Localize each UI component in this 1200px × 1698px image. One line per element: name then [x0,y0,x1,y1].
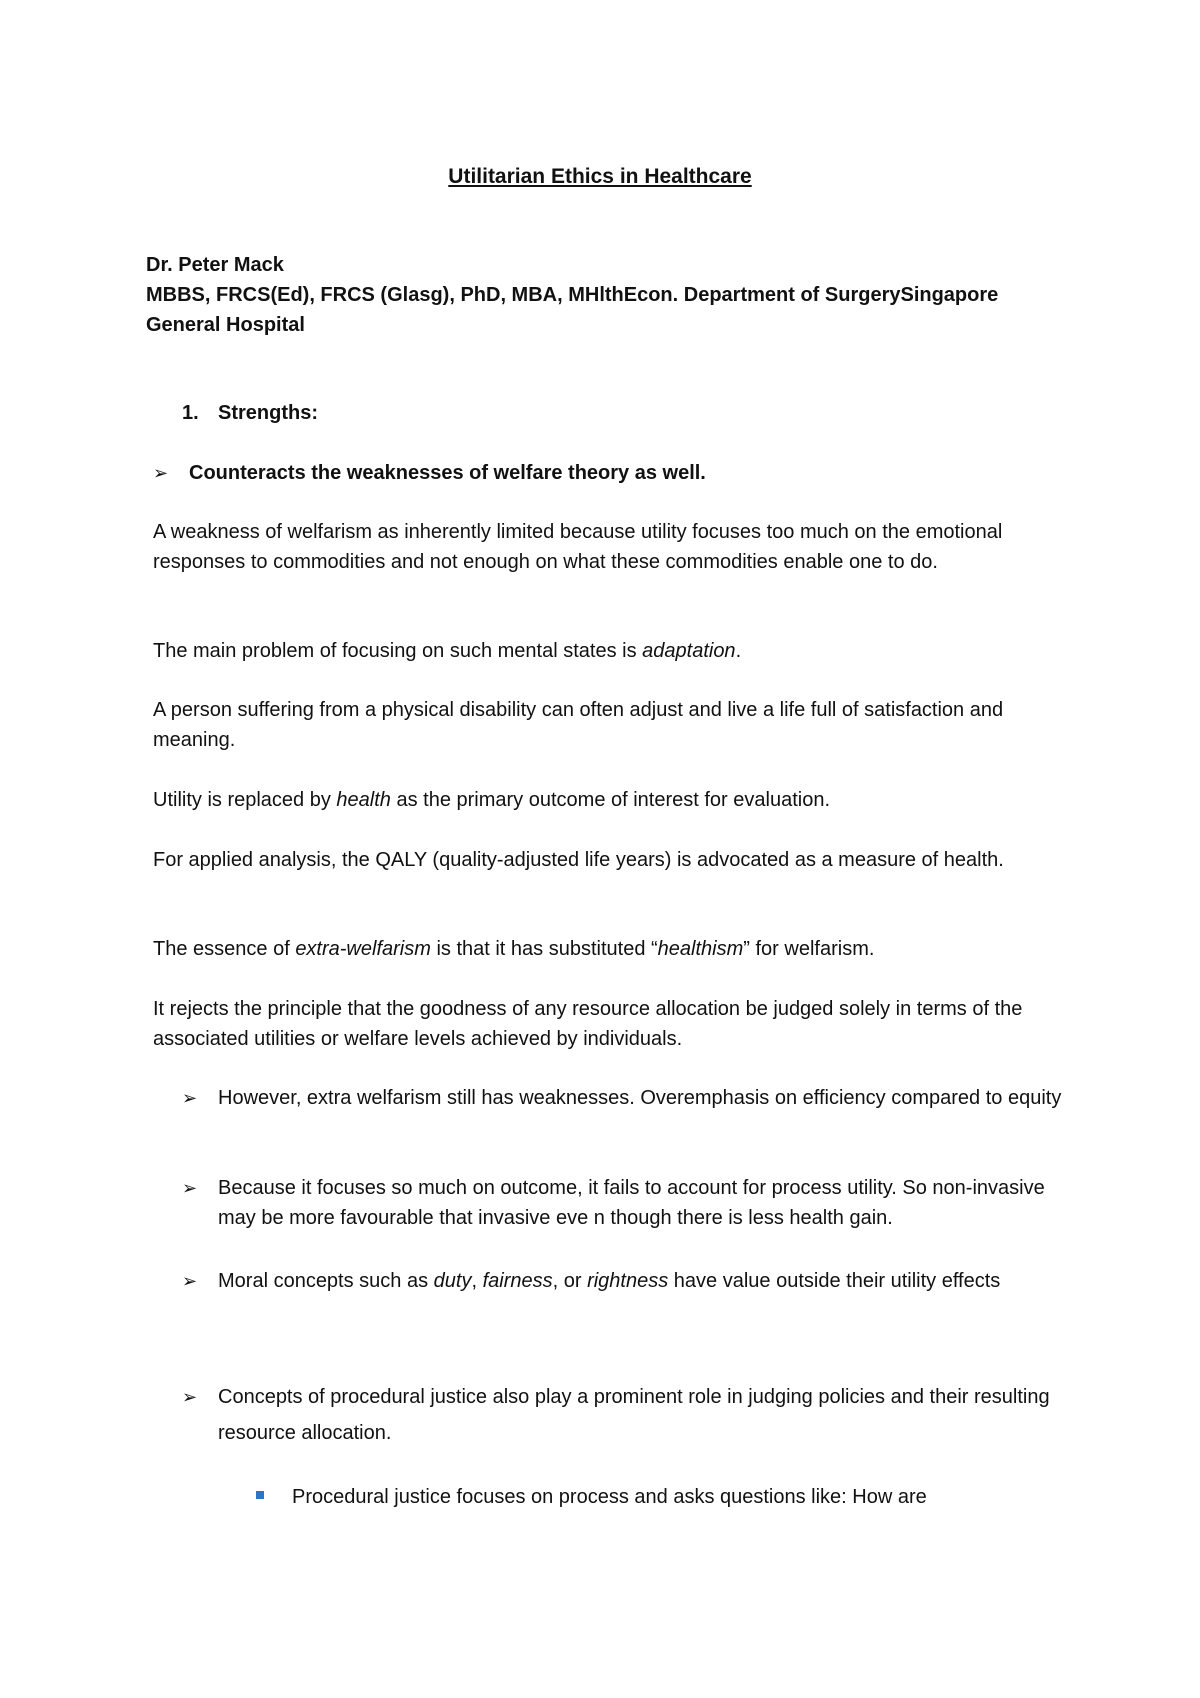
author-name: Dr. Peter Mack [146,254,284,276]
bullet-3-separator: , [471,1270,483,1292]
paragraph-6-emphasis-2: healthism [657,938,744,960]
bullet-3-emphasis-duty: duty [433,1270,472,1292]
document-title: Utilitarian Ethics in Healthcare [448,165,752,188]
paragraph-4 [153,785,1073,815]
bullet-4-text: Concepts of procedural justice also play a prominent role in judging policies and their resulting resource allocation. [218,1386,1050,1444]
author-credentials-line1: MBBS, FRCS(Ed), FRCS (Glasg), PhD, MBA, MHlthEcon. Department of SurgerySingapore [146,284,999,306]
bullet-2 [182,1173,1082,1233]
paragraph-6-middle: is that it has substituted “ [430,938,658,960]
lead-bullet [153,458,706,488]
arrow-bullet-icon: ➢ [182,1387,198,1407]
author-credentials-line2: General Hospital [146,314,305,336]
paragraph-6-emphasis-1: extra-welfarism [295,938,431,960]
bullet-3-emphasis-fairness: fairness [482,1270,553,1292]
paragraph-4-text: Utility is replaced by [153,789,337,811]
arrow-bullet-icon: ➢ [182,1178,198,1198]
paragraph-5: For applied analysis, the QALY (quality-adjusted life years) is advocated as a measure of health. [153,849,1004,871]
lead-bullet-text: Counteracts the weaknesses of welfare theory as well. [189,462,706,484]
bullet-1-text: However, extra welfarism still has weaknesses. Overemphasis on efficiency compared to equity [218,1087,1062,1109]
sub-bullet [256,1482,1056,1512]
bullet-3-separator: , or [552,1270,588,1292]
sub-bullet-text: Procedural justice focuses on process and asks questions like: How are [292,1486,927,1508]
author-block [146,250,1066,340]
section-label: Strengths: [218,402,318,424]
bullet-3-text [218,1263,1082,1299]
bullet-1 [182,1083,1082,1113]
paragraph-2 [153,636,1073,666]
bullet-3-part: Moral concepts such as [218,1270,434,1292]
section-number: 1. [182,402,199,424]
paragraph-4-emphasis: health [336,789,391,811]
paragraph-6 [153,934,1073,964]
bullet-2-text: Because it focuses so much on outcome, it fails to account for process utility. So non-invasive may be more favourable that invasive eve n though there is less health gain. [218,1177,1045,1229]
bullet-3-end: have value outside their utility effects [668,1270,1001,1292]
paragraph-3: A person suffering from a physical disability can often adjust and live a life full of satisfaction and meaning. [153,699,1004,751]
arrow-bullet-icon: ➢ [153,463,169,483]
bullet-4 [182,1379,1082,1451]
arrow-bullet-icon: ➢ [182,1271,198,1291]
paragraph-1: A weakness of welfarism as inherently limited because utility focuses too much on the emotional responses to commodities and not enough on what these commodities enable one to do. [153,521,1003,573]
paragraph-2-end: . [735,640,742,662]
bullet-3 [182,1263,1082,1299]
paragraph-2-emphasis: adaptation [642,640,736,662]
arrow-bullet-icon: ➢ [182,1088,198,1108]
square-bullet-icon [256,1491,264,1499]
paragraph-7: It rejects the principle that the goodness of any resource allocation be judged solely in terms of the associated utilities or welfare levels achieved by individuals. [153,998,1023,1050]
paragraph-6-end: ” for welfarism. [743,938,875,960]
paragraph-2-text: The main problem of focusing on such mental states is [153,640,643,662]
paragraph-4-end: as the primary outcome of interest for evaluation. [390,789,831,811]
paragraph-6-text: The essence of [153,938,296,960]
bullet-3-emphasis-rightness: rightness [587,1270,669,1292]
section-heading [182,398,318,428]
